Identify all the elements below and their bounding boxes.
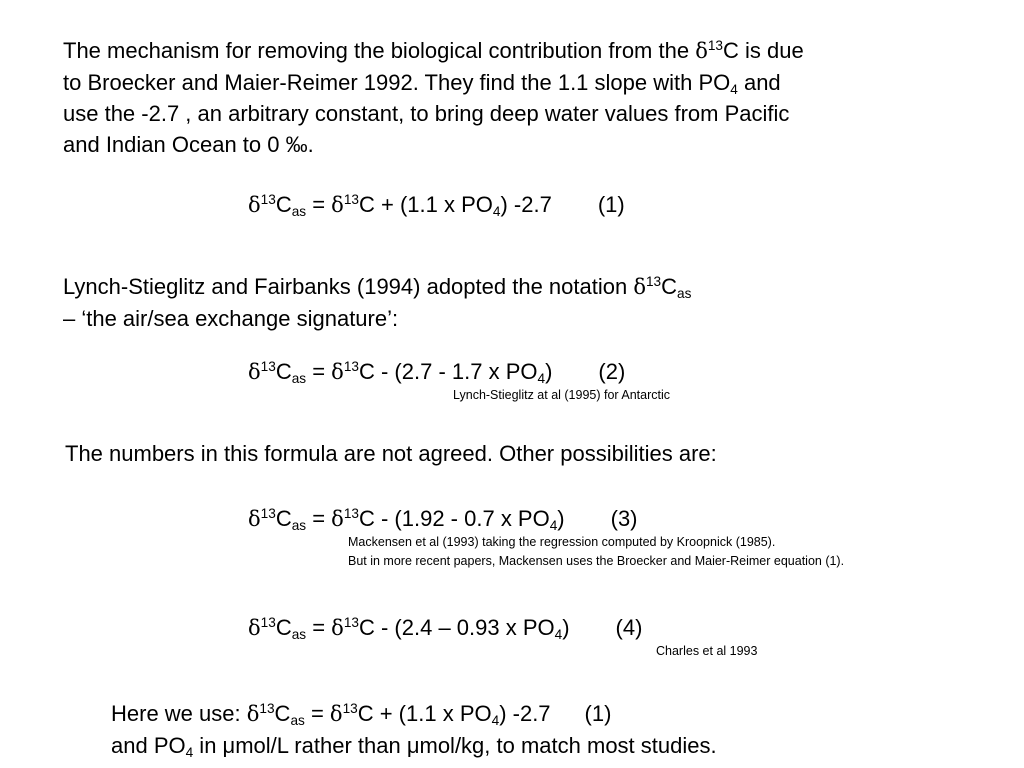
intro-paragraph bbox=[63, 35, 804, 160]
lynch-paragraph bbox=[63, 271, 691, 334]
equation-3-number: (3) bbox=[610, 506, 638, 531]
equation-2: $\delta^{13}C_{as} = \delta^{13}C - (2.7 - 1.7$ x $PO_4$) (2) bbox=[248, 358, 626, 386]
alternatives-intro: The numbers in this formula are not agreed. Other possibilities are: bbox=[65, 441, 717, 466]
equation-3-note-2: But in more recent papers, Mackensen uses the Broecker and Maier-Reimer equation (1). bbox=[348, 554, 845, 568]
equation-2-number: (2) bbox=[598, 359, 626, 384]
conclusion-line-1: Here we use: $\delta^{13}C_{as} = \delta^{13}C + (1.1$ x $PO_4$) -2.7 (1) bbox=[111, 700, 612, 728]
equation-4: $\delta^{13}C_{as} = \delta^{13}C - (2.4 - 0.93$ x $PO_4$) (4) bbox=[248, 614, 643, 642]
equation-3-note-1: Mackensen et al (1993) taking the regression computed by Kroopnick (1985). bbox=[348, 535, 776, 549]
equation-1-number: (1) bbox=[597, 192, 625, 217]
equation-2-note: Lynch-Stieglitz at al (1995) for Antarctic bbox=[453, 388, 670, 402]
intro-line-2: to Broecker and Maier-Reimer 1992. They find the 1.1 slope with $PO_4$ and bbox=[63, 70, 781, 97]
lynch-line-1: Lynch-Stieglitz and Fairbanks (1994) adopted the notation $\delta^{13}C_{as}$ bbox=[63, 273, 692, 301]
equation-3: $\delta^{13}C_{as} = \delta^{13}C - (1.92 - 0.7$ x $PO_4$) (3) bbox=[248, 505, 638, 533]
conclusion-equation-number: (1) bbox=[584, 701, 612, 726]
intro-line-4: and Indian Ocean to 0 ‰. bbox=[63, 132, 314, 157]
equation-1: $\delta^{13}C_{as} = \delta^{13}C + (1.1$ x $PO_4$) -2.7 (1) bbox=[248, 191, 625, 219]
equation-4-number: (4) bbox=[615, 615, 643, 640]
equation-4-note: Charles et al 1993 bbox=[656, 644, 758, 658]
conclusion-line-2: and $PO_4$ in μmol/L rather than μmol/kg, to match most studies. bbox=[111, 733, 717, 760]
conclusion-paragraph bbox=[111, 698, 717, 761]
intro-line-3: use the -2.7 , an arbitrary constant, to bring deep water values from Pacific bbox=[63, 101, 790, 126]
intro-line-1: The mechanism for removing the biological contribution from the $\delta^{13}C$ is due bbox=[63, 37, 804, 63]
lynch-line-2: – ‘the air/sea exchange signature’: bbox=[63, 306, 399, 331]
